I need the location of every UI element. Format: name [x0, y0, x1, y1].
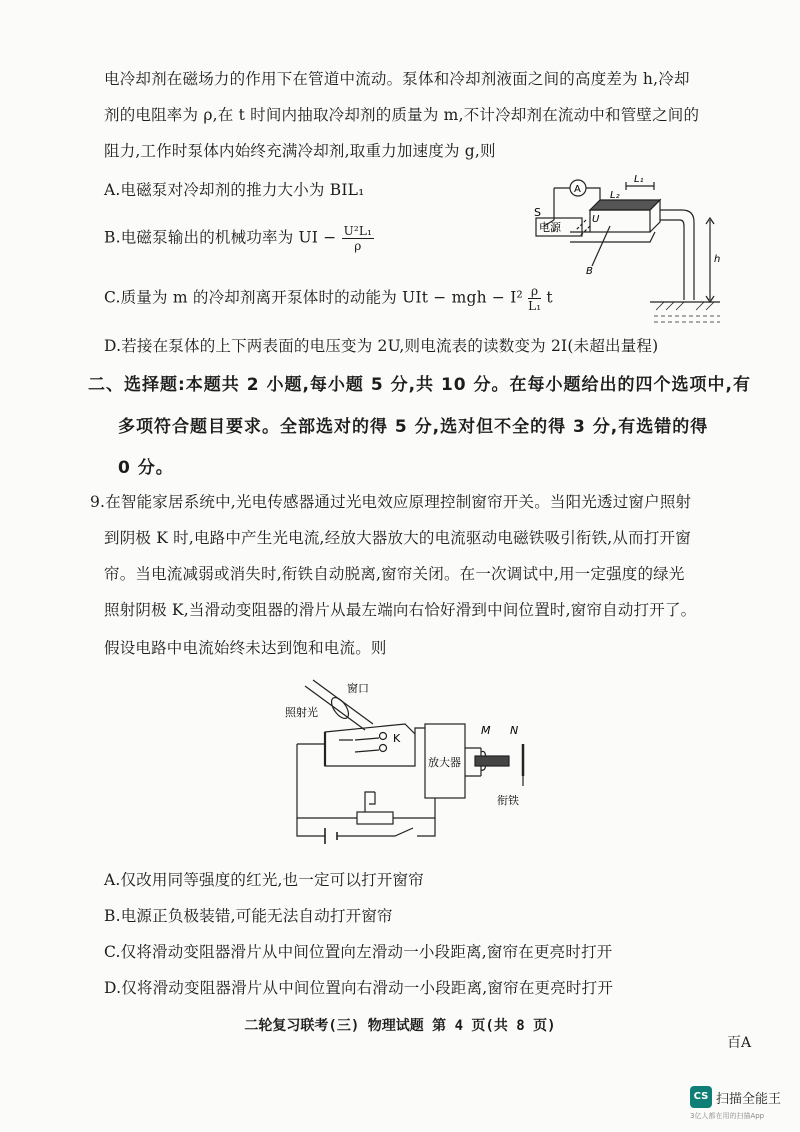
- q8-option-c-fraction: $\frac{\rho}{\text{L₁}}$: [528, 284, 542, 313]
- h-label: h: [714, 254, 720, 265]
- q9-option-c: C.仅将滑动变阻器滑片从中间位置向左滑动一小段距离,窗帘在更亮时打开: [104, 943, 613, 961]
- window-label: 窗口: [347, 682, 369, 695]
- power-label: 电源: [539, 221, 561, 234]
- corner-mark: 百A: [727, 1035, 752, 1051]
- cathode-label: K: [393, 732, 401, 745]
- q8-line-2: 剂的电阻率为 ρ,在 t 时间内抽取冷却剂的质量为 m,不计冷却剂在流动中和管壁之间的: [104, 106, 700, 124]
- scanner-tagline: 3亿人都在用的扫描App: [690, 1112, 765, 1120]
- q8-option-d: D.若接在泵体的上下两表面的电压变为 2U,则电流表的读数变为 2I(未超出量程): [104, 337, 659, 355]
- q9-option-a: A.仅改用同等强度的红光,也一定可以打开窗帘: [104, 871, 424, 889]
- rheostat-icon: [357, 812, 393, 824]
- q9-line-4: 照射阴极 K,当滑动变阻器的滑片从最左端向右恰好滑到中间位置时,窗帘自动打开了。: [104, 601, 697, 619]
- switch-label: S: [534, 206, 541, 219]
- section-2-heading-line-3: 0 分。: [118, 458, 174, 478]
- scanner-watermark: [690, 1086, 782, 1120]
- n-label: N: [510, 724, 519, 737]
- m-label: M: [481, 724, 491, 737]
- page-footer: 二轮复习联考(三) 物理试题 第 4 页(共 8 页): [244, 1018, 556, 1034]
- q9-option-b: B.电源正负极装错,可能无法自动打开窗帘: [104, 907, 393, 925]
- u-label: U: [592, 214, 600, 225]
- l2-label: L₂: [610, 190, 620, 201]
- q8-line-1: 电冷却剂在磁场力的作用下在管道中流动。泵体和冷却剂液面之间的高度差为 h,冷却: [104, 70, 690, 88]
- q9-line-2: 到阴极 K 时,电路中产生光电流,经放大器放大的电流驱动电磁铁吸引衔铁,从而打开窗: [104, 529, 691, 547]
- q8-line-3: 阻力,工作时泵体内始终充满冷却剂,取重力加速度为 g,则: [104, 142, 496, 160]
- section-2-heading-line-2: 多项符合题目要求。全部选对的得 5 分,选对但不全的得 3 分,有选错的得: [118, 417, 709, 437]
- amplifier-label: 放大器: [428, 756, 461, 769]
- q8-option-a: A.电磁泵对冷却剂的推力大小为 BIL₁: [104, 181, 365, 199]
- electromagnet-icon: [475, 756, 509, 766]
- b-label: B: [586, 266, 593, 277]
- ammeter-label: A: [574, 184, 581, 195]
- q9-line-3: 帘。当电流减弱或消失时,衔铁自动脱离,窗帘关闭。在一次调试中,用一定强度的绿光: [104, 565, 685, 583]
- photoelectric-circuit-diagram: [285, 672, 535, 852]
- scanner-logo: CS: [690, 1086, 712, 1108]
- armature-label: 衔铁: [497, 794, 519, 807]
- pump-diagram: [530, 170, 720, 330]
- scanner-name: 扫描全能王: [716, 1091, 782, 1107]
- l1-label: L₁: [634, 174, 644, 185]
- section-2-heading-line-1: 二、选择题:本题共 2 小题,每小题 5 分,共 10 分。在每小题给出的四个选项中,有: [88, 375, 751, 395]
- light-label: 照射光: [285, 706, 318, 719]
- battery-icon: [325, 828, 337, 844]
- q8-option-b: B.电磁泵输出的机械功率为 UI − $\frac{\text{U²L₁}}{\rho}$: [104, 224, 373, 253]
- q9-option-d: D.仅将滑动变阻器滑片从中间位置向右滑动一小段距离,窗帘在更亮时打开: [104, 979, 614, 997]
- q9-line-1: 9.在智能家居系统中,光电传感器通过光电效应原理控制窗帘开关。当阳光透过窗户照射: [90, 493, 692, 511]
- q8-option-b-fraction: $\frac{\text{U²L₁}}{\rho}$: [343, 224, 373, 253]
- q9-line-5: 假设电路中电流始终未达到饱和电流。则: [104, 639, 387, 657]
- q8-option-c: C.质量为 m 的冷却剂离开泵体时的动能为 UIt − mgh − I² $\frac{\rho}{\text{L₁}}$ t: [104, 284, 553, 313]
